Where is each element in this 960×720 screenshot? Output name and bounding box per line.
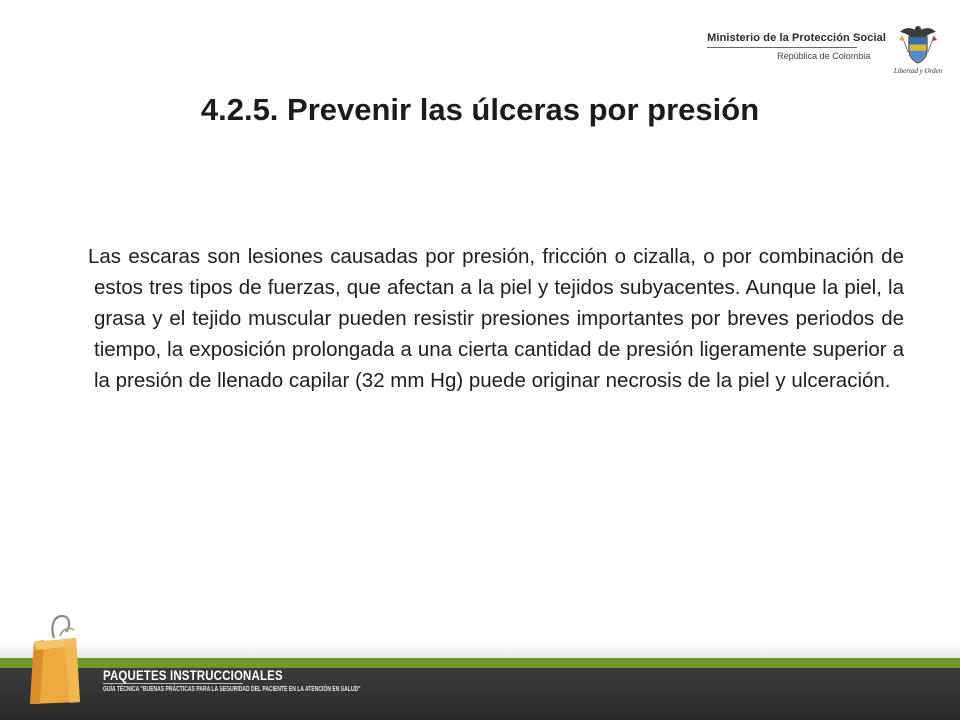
footer-divider	[103, 683, 243, 684]
ministry-name: Ministerio de la Protección Social	[707, 32, 886, 44]
ministry-header	[707, 22, 943, 78]
ministry-divider	[707, 47, 857, 48]
ministry-motto: Libertad y Orden	[893, 67, 943, 75]
slide-title: 4.2.5. Prevenir las úlceras por presión	[200, 92, 760, 127]
footer-subtitle: GUÍA TÉCNICA "BUENAS PRÁCTICAS PARA LA SEGURIDAD DEL PACIENTE EN LA ATENCIÓN EN SALUD"	[103, 686, 361, 693]
colombia-coat-of-arms-icon	[898, 22, 938, 66]
footer-fade-strip	[0, 642, 960, 658]
paper-bag-icon	[24, 612, 86, 708]
coat-of-arms	[893, 22, 943, 75]
slide-body-paragraph: Las escaras son lesiones causadas por presión, fricción o cizalla, o por combinación de estos tres tipos de fuerzas, que afectan a la piel y tejidos subyacentes. Aunque la piel, la grasa y el tejido muscular pueden resistir presiones importantes por breves periodos de tiempo, la exposición prolongada a una cierta cantidad de presión ligeramente superior a la presión de llenado capilar (32 mm Hg) puede originar necrosis de la piel y ulceración.	[88, 245, 904, 392]
ministry-text-block	[707, 32, 886, 61]
footer-title: PAQUETES INSTRUCCIONALES	[103, 667, 283, 683]
ministry-country: República de Colombia	[777, 51, 871, 61]
